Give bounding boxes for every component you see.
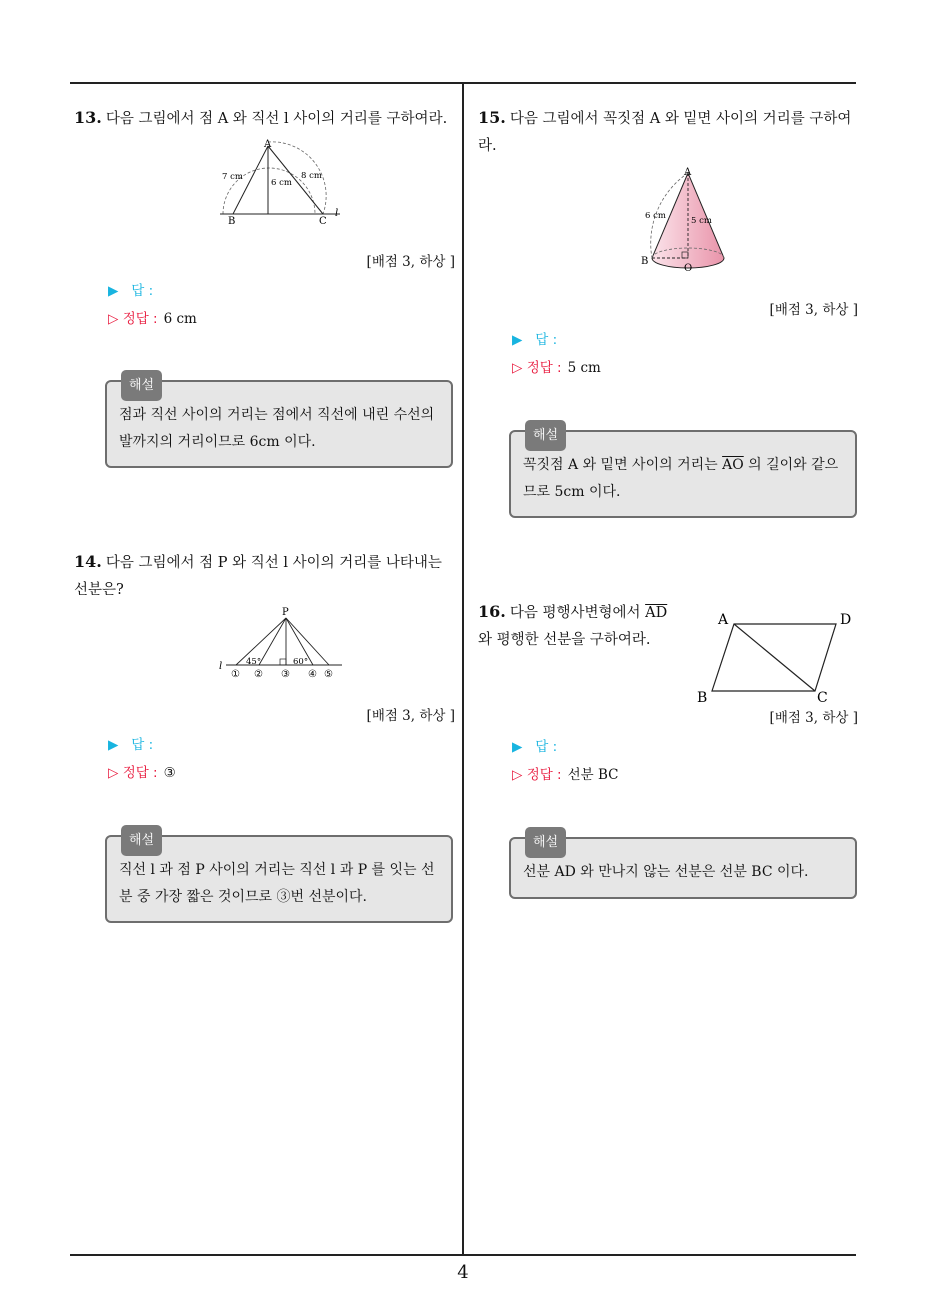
question-number: 13. <box>74 108 102 127</box>
question-15 <box>478 104 862 160</box>
answer-line-q15 <box>512 328 557 348</box>
correct-label: 정답 : <box>526 767 562 783</box>
answer-line-q14 <box>108 733 153 753</box>
correct-answer: ③ <box>163 765 176 781</box>
explanation-box-q15 <box>509 430 857 518</box>
explanation-text: 선분 AD 와 만나지 않는 선분은 선분 BC 이다. <box>523 864 809 880</box>
angle-60-label: 60° <box>293 657 309 667</box>
choice-3-label: ③ <box>281 669 290 680</box>
score-q16: [배점 3, 하상 ] <box>769 710 858 726</box>
explanation-box-q14 <box>105 835 453 923</box>
point-p-label: P <box>282 607 289 618</box>
correct-line-q15 <box>512 356 601 376</box>
explanation-tab: 해설 <box>121 825 162 856</box>
explanation-text-end: 의 길이와 같으므로 5cm 이다. <box>523 457 839 500</box>
correct-label: 정답 : <box>122 765 158 781</box>
perpendicular-figure-q14 <box>216 604 346 680</box>
triangle-icon: ▷ <box>108 765 119 781</box>
answer-label: 답 : <box>535 739 558 755</box>
correct-line-q14 <box>108 761 176 781</box>
play-icon: ▶ <box>512 332 523 348</box>
segment-ad: $\overline{AD}$ <box>645 605 668 621</box>
correct-line-q16 <box>512 763 618 783</box>
question-text-start: 다음 평행사변형에서 <box>509 605 646 621</box>
question-number: 16. <box>478 602 506 621</box>
score-q13: [배점 3, 하상 ] <box>366 254 455 270</box>
answer-label: 답 : <box>131 737 154 753</box>
point-b-label: B <box>228 216 236 226</box>
length-ah-label: 6 cm <box>271 178 292 188</box>
explanation-tab: 해설 <box>525 420 566 451</box>
length-ac-label: 8 cm <box>301 171 322 181</box>
explanation-box-q13 <box>105 380 453 468</box>
explanation-box-q16 <box>509 837 857 899</box>
play-icon: ▶ <box>108 283 119 299</box>
parallelogram-figure-q16 <box>692 606 862 706</box>
correct-label: 정답 : <box>526 360 562 376</box>
vertex-d-label: D <box>840 612 852 628</box>
line-l-label: l <box>219 661 223 672</box>
score-q15: [배점 3, 하상 ] <box>769 302 858 318</box>
explanation-tab: 해설 <box>525 827 566 858</box>
triangle-figure-q13 <box>215 138 355 226</box>
line-l-label: l <box>335 208 339 219</box>
length-ab-label: 7 cm <box>222 172 243 182</box>
question-text: 다음 그림에서 점 P 와 직선 l 사이의 거리를 나타내는 선분은? <box>74 555 442 598</box>
question-text-end: 와 평행한 선분을 구하여라. <box>478 632 651 648</box>
length-ab-label: 6 cm <box>645 211 666 221</box>
play-icon: ▶ <box>512 739 523 755</box>
angle-45-label: 45° <box>246 657 262 667</box>
cone-figure-q15 <box>636 164 734 276</box>
triangle-icon: ▷ <box>512 360 523 376</box>
explanation-text-start: 꼭짓점 A 와 밑면 사이의 거리는 <box>523 457 723 473</box>
correct-label: 정답 : <box>122 311 158 327</box>
vertex-a-label: A <box>718 612 729 628</box>
answer-line-q16 <box>512 735 557 755</box>
question-text: 다음 그림에서 점 A 와 직선 l 사이의 거리를 구하여라. <box>105 111 448 127</box>
apex-a-label: A <box>684 167 692 178</box>
score-q14: [배점 3, 하상 ] <box>366 708 455 724</box>
triangle-icon: ▷ <box>108 311 119 327</box>
question-number: 15. <box>478 108 506 127</box>
play-icon: ▶ <box>108 737 119 753</box>
point-c-label: C <box>319 216 327 226</box>
choice-1-label: ① <box>231 669 240 680</box>
vertex-c-label: C <box>817 690 828 706</box>
triangle-icon: ▷ <box>512 767 523 783</box>
explanation-text: 점과 직선 사이의 거리는 점에서 직선에 내린 수선의 발까지의 거리이므로 6cm 이다. <box>119 407 435 450</box>
answer-label: 답 : <box>131 283 154 299</box>
vertex-b-label: B <box>697 690 708 706</box>
choice-2-label: ② <box>254 669 263 680</box>
length-ao-label: 5 cm <box>691 216 712 226</box>
correct-line-q13 <box>108 307 197 327</box>
choice-5-label: ⑤ <box>324 669 333 680</box>
column-divider <box>462 82 464 1256</box>
correct-answer: 선분 BC <box>567 767 619 783</box>
question-16 <box>478 598 684 654</box>
segment-ao: $\overline{AO}$ <box>722 457 744 473</box>
question-number: 14. <box>74 552 102 571</box>
answer-label: 답 : <box>535 332 558 348</box>
question-13 <box>74 104 458 133</box>
center-o-label: O <box>684 263 693 274</box>
answer-line-q13 <box>108 279 153 299</box>
point-b-label: B <box>641 256 649 267</box>
question-14 <box>74 548 458 604</box>
explanation-tab: 해설 <box>121 370 162 401</box>
correct-answer: 5 cm <box>567 360 601 376</box>
page-number: 4 <box>457 1262 469 1283</box>
point-a-label: A <box>264 139 272 150</box>
question-text: 다음 그림에서 꼭짓점 A 와 밑면 사이의 거리를 구하여라. <box>478 111 852 154</box>
choice-4-label: ④ <box>308 669 317 680</box>
explanation-text: 직선 l 과 점 P 사이의 거리는 직선 l 과 P 를 잇는 선분 중 가장 짧은 것이므로 ③번 선분이다. <box>119 862 435 905</box>
correct-answer: 6 cm <box>163 311 197 327</box>
